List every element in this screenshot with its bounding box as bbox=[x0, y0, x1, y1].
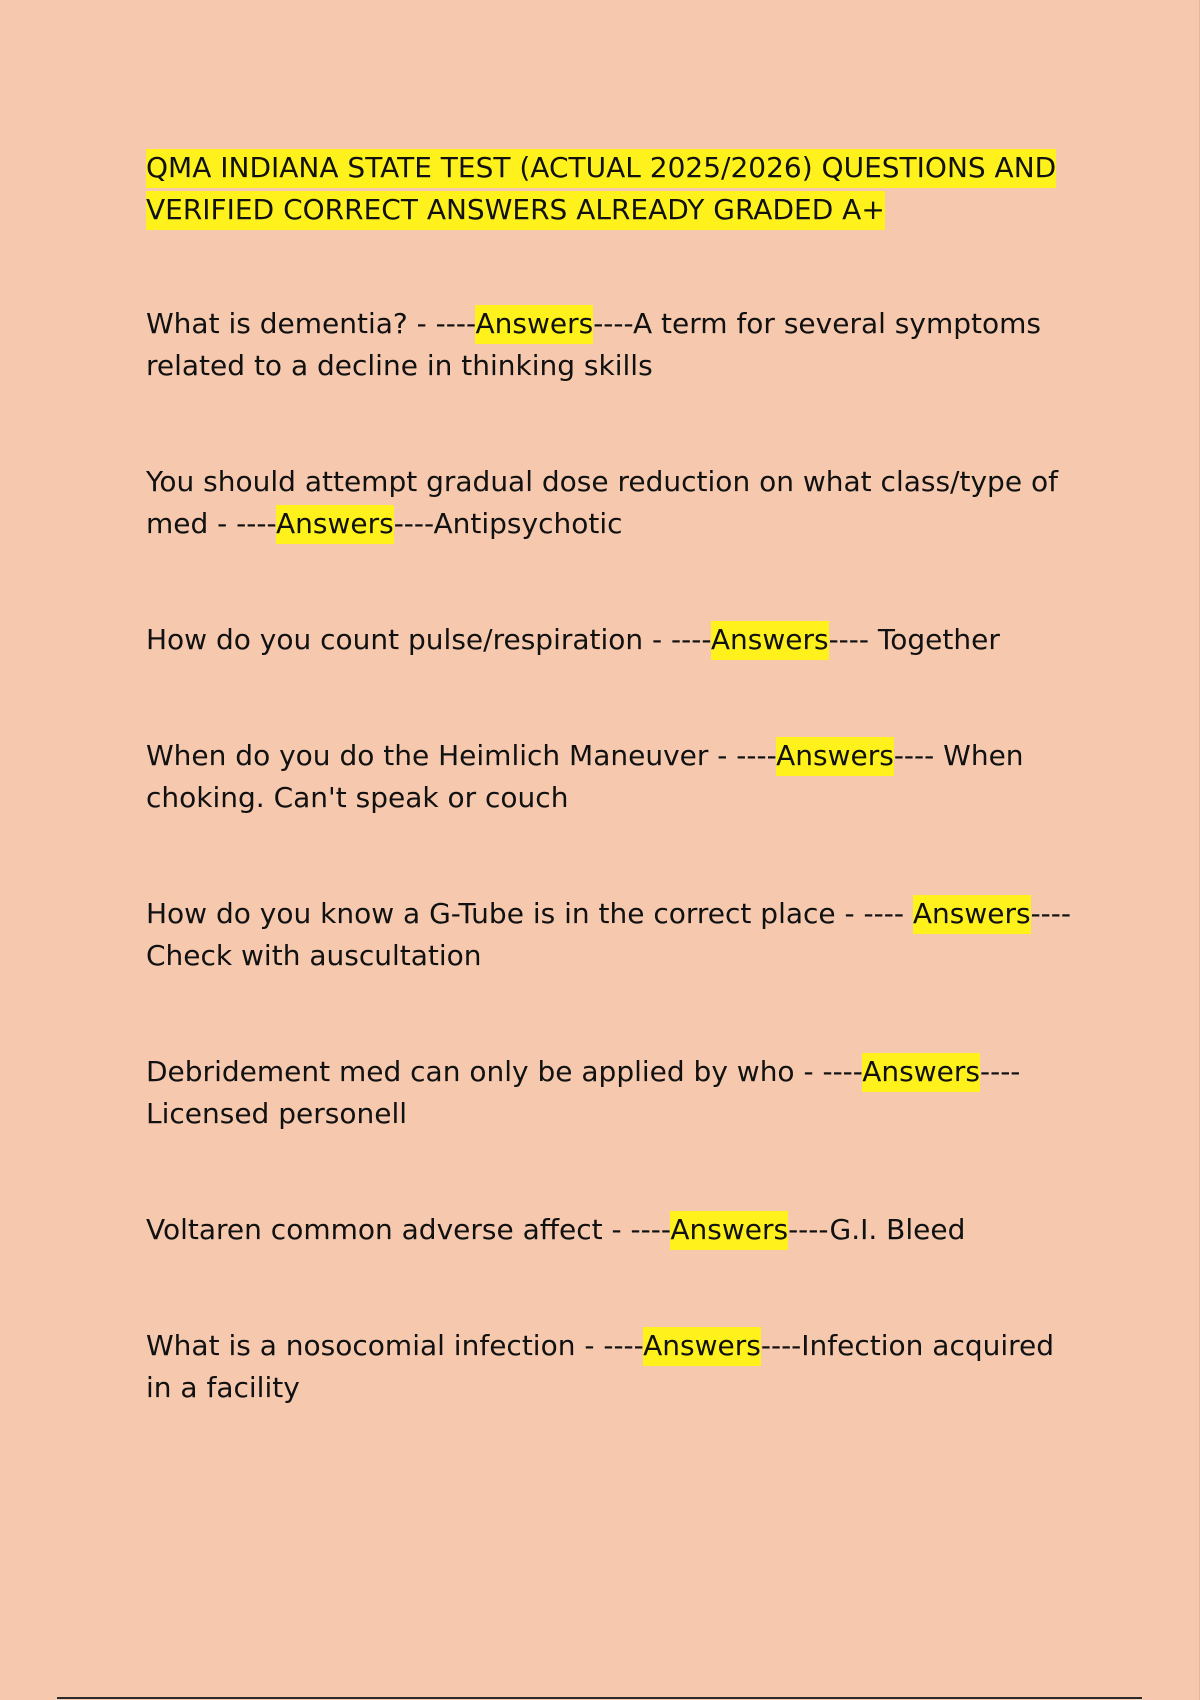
answers-highlight: Answers bbox=[776, 737, 894, 776]
qa-item bbox=[146, 619, 1076, 661]
answers-highlight: Answers bbox=[670, 1211, 788, 1250]
title-highlight: QMA INDIANA STATE TEST (ACTUAL 2025/2026) QUESTIONS AND VERIFIED CORRECT ANSWERS ALREADY GRADED A+ bbox=[146, 149, 1056, 230]
footer-rule bbox=[57, 1697, 1142, 1699]
answer-text: ----Licensed personell bbox=[146, 1055, 1021, 1130]
question-text: What is a nosocomial infection - ---- bbox=[146, 1329, 644, 1362]
answers-highlight: Answers bbox=[862, 1053, 980, 1092]
answers-highlight: Answers bbox=[276, 505, 394, 544]
answers-highlight: Answers bbox=[711, 621, 829, 660]
answers-highlight: Answers bbox=[475, 305, 593, 344]
qa-item bbox=[146, 461, 1076, 545]
question-text: When do you do the Heimlich Maneuver - ---- bbox=[146, 739, 777, 772]
qa-item bbox=[146, 893, 1076, 977]
answer-text: ---- When choking. Can't speak or couch bbox=[146, 739, 1024, 814]
qa-item bbox=[146, 735, 1076, 819]
qa-item bbox=[146, 303, 1076, 387]
document-title bbox=[146, 147, 1076, 231]
question-text: Voltaren common adverse affect - ---- bbox=[146, 1213, 671, 1246]
answers-highlight: Answers bbox=[643, 1327, 761, 1366]
qa-item bbox=[146, 1051, 1076, 1135]
question-text: You should attempt gradual dose reduction on what class/type of med - ---- bbox=[146, 465, 1058, 540]
answer-text: ----Check with auscultation bbox=[146, 897, 1071, 972]
qa-item bbox=[146, 1209, 1076, 1251]
answer-text: ----A term for several symptoms related to a decline in thinking skills bbox=[146, 307, 1041, 382]
question-text: How do you count pulse/respiration - ---- bbox=[146, 623, 711, 656]
answer-text: ---- Together bbox=[828, 623, 1000, 656]
question-text: What is dementia? - ---- bbox=[146, 307, 476, 340]
answer-text: ----Antipsychotic bbox=[393, 507, 623, 540]
qa-item bbox=[146, 1325, 1076, 1409]
answers-highlight: Answers bbox=[913, 895, 1031, 934]
document-content bbox=[146, 147, 1076, 1409]
answer-text: ----G.I. Bleed bbox=[788, 1213, 966, 1246]
answer-text: ----Infection acquired in a facility bbox=[146, 1329, 1055, 1404]
question-text: Debridement med can only be applied by who - ---- bbox=[146, 1055, 863, 1088]
question-text: How do you know a G-Tube is in the correct place - ---- bbox=[146, 897, 913, 930]
